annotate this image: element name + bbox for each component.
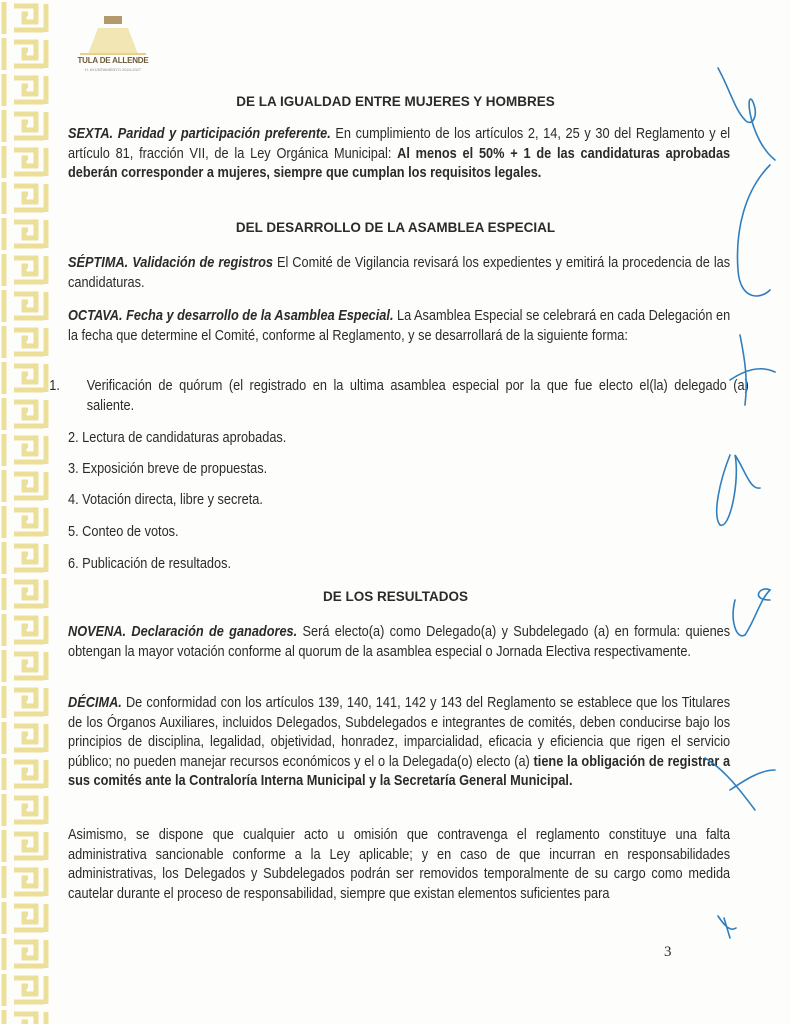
- list-number: 2.: [68, 429, 79, 446]
- list-item: [68, 428, 730, 448]
- list-number: 3.: [68, 460, 79, 477]
- decorative-border: [0, 0, 56, 1024]
- list-text: Conteo de votos.: [82, 523, 179, 540]
- list-item: [68, 459, 730, 479]
- clause-bold-text: tiene la obligación de registrar a sus comités ante la Contraloría Interna Municipal y la Secretaría General Municipal.: [68, 752, 731, 790]
- section-heading: DE LOS RESULTADOS: [322, 589, 468, 604]
- list-text: Votación directa, libre y secreta.: [82, 491, 263, 508]
- clause-label: NOVENA. Declaración de ganadores.: [68, 623, 298, 640]
- paragraph-asimismo: Asimismo, se dispone que cualquier acto u omisión que contravenga el reglamento constituye una falta administrativa sancionable conforme a la Ley aplicable; y en caso de que incurran en responsabilidades administrativas, los Delegados y Subdelegados podrán ser removidos temporalmente de su cargo como medida cautelar durante el proceso de responsabilidad, siempre que existan elementos suficientes para: [68, 826, 731, 902]
- clause-bold-text: Al menos el 50% + 1 de las candidaturas aprobadas deberán corresponder a mujeres, siempre que cumplan los requisitos legales.: [68, 144, 731, 182]
- pyramid-logo-icon: [68, 14, 158, 56]
- clause-label: DÉCIMA.: [68, 694, 122, 711]
- paragraph-septima: [68, 253, 730, 292]
- list-number: 6.: [68, 555, 79, 572]
- list-item: [68, 522, 730, 542]
- list-number: 5.: [68, 523, 79, 540]
- paragraph-octava: [68, 306, 730, 345]
- clause-label: OCTAVA. Fecha y desarrollo de la Asamblea Especial.: [68, 307, 394, 324]
- list-number: 4.: [68, 491, 79, 508]
- clause-text: El Comité de Vigilancia revisará los expedientes y emitirá la procedencia de las candidaturas.: [68, 254, 731, 291]
- list-number: 1.: [49, 377, 60, 394]
- clause-text: La Asamblea Especial se celebrará en cada Delegación en la fecha que determine el Comité, conforme al Reglamento, y se desarrollará de la siguiente forma:: [68, 307, 731, 344]
- clause-label: SEXTA. Paridad y participación preferente.: [68, 125, 331, 142]
- paragraph-novena: [68, 622, 730, 661]
- section-heading: DEL DESARROLLO DE LA ASAMBLEA ESPECIAL: [235, 220, 556, 235]
- clause-text: Será electo(a) como Delegado(a) y Subdelegado (a) en formula: quienes obtengan la mayor votación conforme al quorum de la asamblea especial o Jornada Electiva respectivamente.: [68, 623, 731, 660]
- section-heading: DE LA IGUALDAD ENTRE MUJERES Y HOMBRES: [236, 94, 555, 109]
- logo-subtitle: H. AYUNTAMIENTO 2024-2027: [84, 67, 142, 72]
- clause-text: De conformidad con los artículos 139, 140, 141, 142 y 143 del Reglamento se establece que los Titulares de los Órganos Auxiliares, incluidos Delegados, Subdelegados e integrantes de comités, deben conducirse bajo los principios de disciplina, legalidad, objetividad, honradez, imparcialidad, eficacia y eficiencia que rigen el servicio público; no pueden manejar recursos económicos y el o la Delegada(o) electo (a): [68, 694, 731, 770]
- list-text: Exposición breve de propuestas.: [82, 460, 268, 477]
- logo-name: TULA DE ALLENDE: [77, 56, 149, 65]
- list-item: [49, 376, 749, 415]
- clause-text: En cumplimiento de los artículos 2, 14, 25 y 30 del Reglamento y el artículo 81, fracción VII, de la Ley Orgánica Municipal:: [68, 125, 731, 162]
- paragraph-sexta: [68, 124, 730, 183]
- page-number: 3: [664, 944, 672, 960]
- list-text: Lectura de candidaturas aprobadas.: [82, 429, 287, 446]
- list-item: [68, 490, 730, 510]
- list-item: [68, 554, 730, 574]
- clause-label: SÉPTIMA. Validación de registros: [68, 254, 273, 271]
- municipal-logo: [68, 14, 158, 80]
- list-text: Verificación de quórum (el registrado en la ultima asamblea especial por la que fue electo el(la) delegado (a) saliente.: [86, 377, 749, 414]
- paragraph-decima: [68, 693, 730, 791]
- list-text: Publicación de resultados.: [82, 555, 232, 572]
